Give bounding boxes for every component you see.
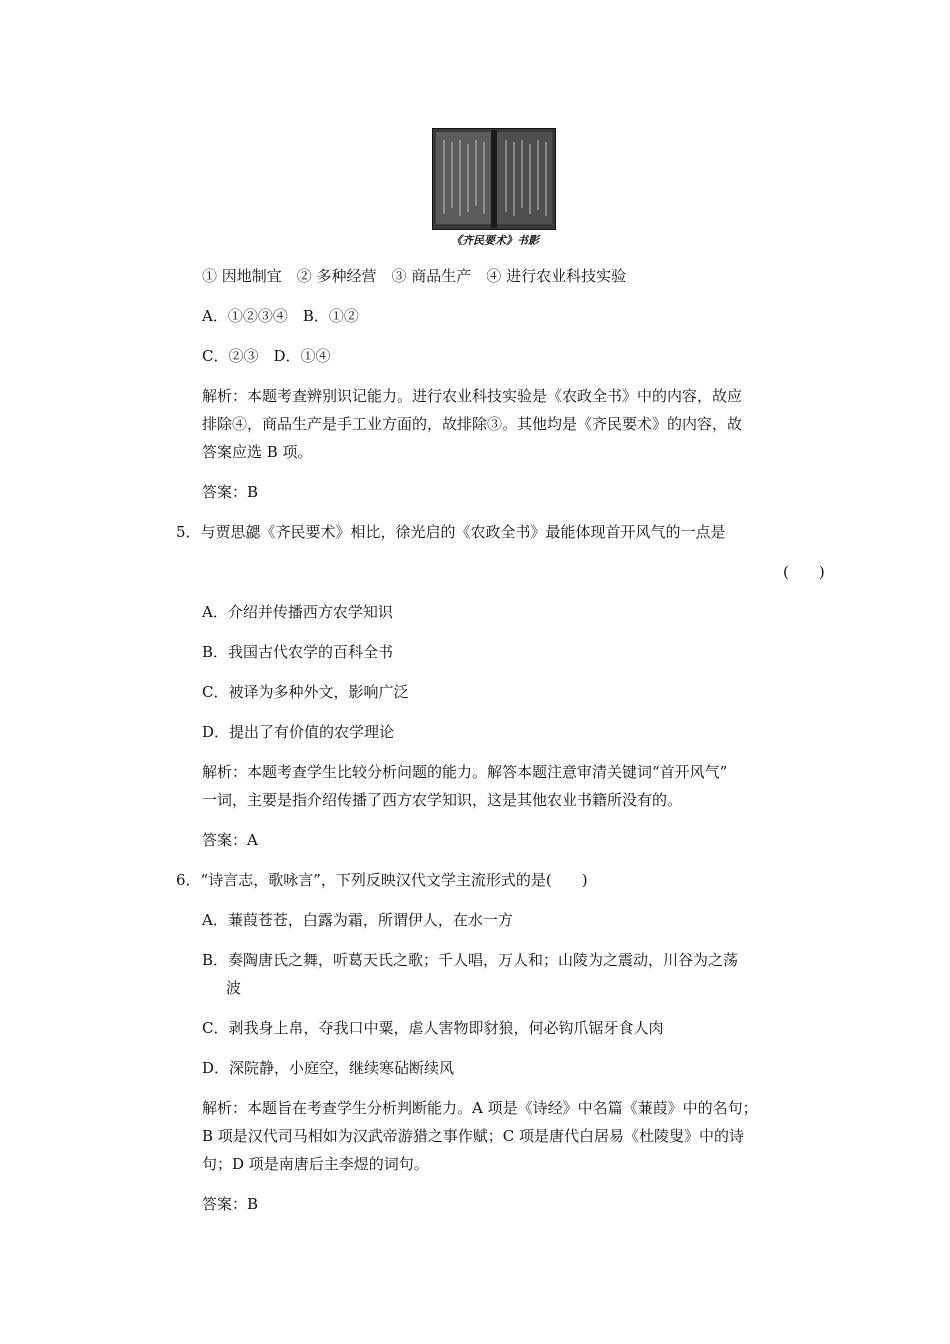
q4-choice-cd: C．②③ D．①④ — [202, 347, 331, 365]
q4-items: ① 因地制宜 ② 多种经营 ③ 商品生产 ④ 进行农业科技实验 — [202, 267, 627, 285]
q6-option-c: C．剥我身上帛，夺我口中粟，虐人害物即豺狼，何必钩爪锯牙食人肉 — [202, 1019, 664, 1037]
q6-analysis-line: B 项是汉代司马相如为汉武帝游猎之事作赋；C 项是唐代白居易《杜陵叟》中的诗 — [202, 1127, 745, 1145]
q5-option-b: B．我国古代农学的百科全书 — [202, 643, 394, 661]
q6-option-d: D．深院静，小庭空，继续寒砧断续风 — [202, 1059, 455, 1077]
q5-analysis-line: 解析：本题考查学生比较分析问题的能力。解答本题注意审清关键词“首开风气” — [202, 763, 728, 781]
q5-option-c: C．被译为多种外文，影响广泛 — [202, 683, 409, 701]
q5-analysis-line: 一词，主要是指介绍传播了西方农学知识，这是其他农业书籍所没有的。 — [202, 791, 683, 809]
q4-analysis-line: 答案应选 B 项。 — [202, 443, 313, 461]
q5-option-d: D．提出了有价值的农学理论 — [202, 723, 395, 741]
q4-analysis-line: 排除④，商品生产是手工业方面的，故排除③。其他均是《齐民要术》的内容，故 — [202, 415, 743, 433]
q5-stem: 5．与贾思勰《齐民要术》相比，徐光启的《农政全书》最能体现首开风气的一点是 — [176, 523, 726, 541]
ancient-book-image — [432, 128, 556, 230]
q6-answer: 答案：B — [202, 1195, 259, 1213]
q6-analysis-line: 句；D 项是南唐后主李煜的词句。 — [202, 1155, 429, 1173]
q6-option-b: B．奏陶唐氏之舞，听葛天氏之歌；千人唱，万人和；山陵为之震动，川谷为之荡 — [202, 951, 739, 969]
q5-answer-bracket: ( ) — [783, 563, 825, 581]
q4-choice-ab: A．①②③④ B．①② — [202, 307, 359, 325]
figure-caption: 《齐民要术》书影 — [451, 234, 539, 247]
book-photo — [432, 128, 556, 230]
q4-analysis-line: 解析：本题考查辨别识记能力。进行农业科技实验是《农政全书》中的内容，故应 — [202, 387, 743, 405]
q6-stem: 6．“诗言志，歌咏言”，下列反映汉代文学主流形式的是( ) — [176, 871, 588, 889]
q6-option-b-continued: 波 — [226, 979, 242, 997]
q6-analysis-line: 解析：本题旨在考查学生分析判断能力。A 项是《诗经》中名篇《蒹葭》中的名句； — [202, 1099, 758, 1117]
q4-answer: 答案：B — [202, 483, 259, 501]
q5-answer: 答案：A — [202, 831, 258, 849]
q5-option-a: A．介绍并传播西方农学知识 — [202, 603, 393, 621]
q6-option-a: A．蒹葭苍苍，白露为霜，所谓伊人，在水一方 — [202, 911, 513, 929]
